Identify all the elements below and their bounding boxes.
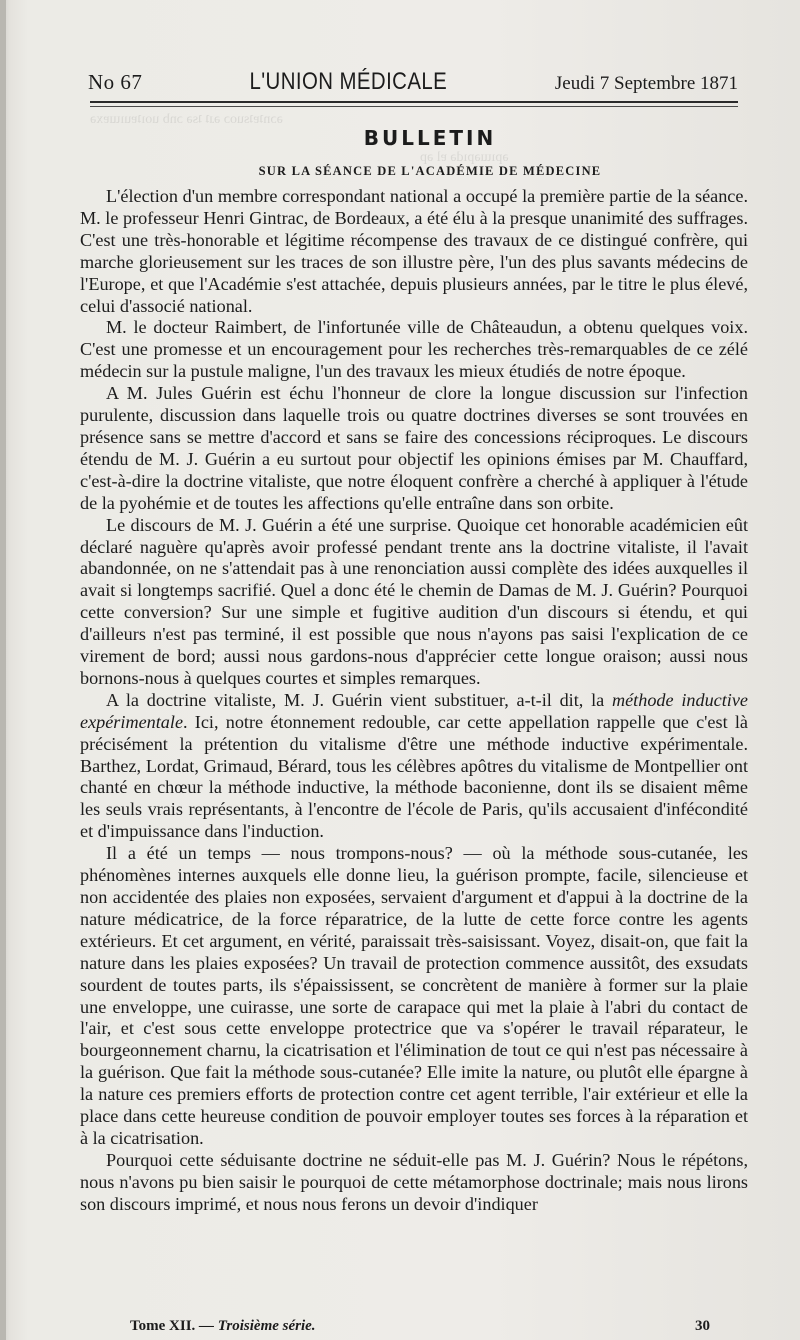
paragraph: Pourquoi cette séduisante doctrine ne séduit-elle pas M. J. Guérin? Nous le répétons, nous n'avons pu bien saisir le pourquoi de cette métamorphose doctrinale; mais nous lirons son discours imprimé, et nous nous ferons un devoir d'indiquer [80,1149,748,1214]
article-body [80,186,748,1216]
paragraph: M. le docteur Raimbert, de l'infortunée ville de Châteaudun, a obtenu quelques voix. C'est une promesse et un encouragement pour les recherches très-remarquables de ce zélé médecin sur la pustule maligne, l'un des travaux les mieux étudiés de notre époque. [80,317,748,382]
page-binding-edge [0,0,6,1340]
volume-series [130,1318,316,1335]
masthead [88,68,738,102]
italic-term: méthode inductive expérimentale [80,689,748,732]
paragraph-text: . Ici, notre étonnement redouble, car cette appellation rappelle que c'est là précisément la prétention du vitalisme d'être une méthode inductive expérimentale. Barthez, Lordat, Grimaud, Bérard, tous les célèbres apôtres du vitalisme de Montpellier ont chanté en chœur la méthode inductive, la méthode baconienne, dont ils se disaient même les seuls vrais représentants, à l'encontre de l'école de Paris, qu'ils accusaient d'infécondité et d'impuissance dans l'induction. [80,711,748,842]
masthead-rule-thin [90,106,738,107]
paragraph: Le discours de M. J. Guérin a été une surprise. Quoique cet honorable académicien eût déclaré naguère qu'après avoir professé pendant trente ans la doctrine vitaliste, il l'avait abandonnée, on ne s'attendait pas à une renonciation aussi complète des idées auxquelles il avait si longtemps sacrifié. Quel a donc été le chemin de Damas de M. J. Guérin? Pourquoi cette conversion? Sur une simple et fugitive audition d'un discours si étendu, et qui d'ailleurs n'est pas terminé, il est possible que nous n'ayons pas saisi l'explication de ce virement de bord; aussi nous gardons-nous d'apprécier cette longue oraison; aussi nous bornons-nous à quelques courtes et simples remarques. [80,514,748,688]
page-footer [130,1318,710,1335]
issue-number: No 67 [88,70,143,94]
page-number: 30 [695,1318,710,1334]
section-subtitle: SUR LA SÉANCE DE L'ACADÉMIE DE MÉDECINE [258,164,602,178]
paragraph: L'élection d'un membre correspondant national a occupé la première partie de la séance. M. le professeur Henri Gintrac, de Bordeaux, a été élu à la presque unanimité des suffrages. C'est une très-honorable et légitime récompense des travaux de ce distingué confrère, qui marche glorieusement sur les traces de son illustre père, l'un des plus savants médecins de l'Europe, et que l'Académie s'est attachée, depuis plusieurs années, par le titre le plus élevé, celui d'associé national. [80,186,748,316]
show-through-text: ǝpıɯǝpıdǝ ɐl ǝp [420,150,509,165]
paragraph-text: A la doctrine vitaliste, M. J. Guérin vient substituer, a-t-il dit, la [106,689,612,710]
paragraph: Il a été un temps — nous trompons-nous? — où la méthode sous-cutanée, les phénomènes internes auxquels elle donne lieu, la guérison prompte, facile, silencieuse et non accidentée des plaies non exposées, servaient d'argument et d'appui à la doctrine de la nature médicatrice, de la force réparatrice, de la lutte de cette force contre les agents extérieurs. Et cet argument, en vérité, paraissait très-saisissant. Voyez, disait-on, que fait la nature dans les plaies exposées? Un travail de protection commence aussitôt, des exsudats sourdent de toutes parts, ils s'épaississent, se concrètent de manière à former sur la plaie une enveloppe, une cuirasse, une sorte de carapace qui met la plaie à l'abri du contact de l'air, et c'est sous cette enveloppe protectrice que va s'opérer le travail réparateur, le bourgeonnement charnu, la cicatrisation et l'élimination de tout ce qui n'est pas nécessaire à la guérison. Que fait la méthode sous-cutanée? Elle imite la nature, ou plutôt elle épargne à la nature ces premiers efforts de protection contre cet agent terrible, l'air extérieur et elle la place dans cette heureuse condition de pouvoir employer toutes ses forces à la réparation et à la cicatrisation. [80,843,748,1148]
journal-title: L'UNION MÉDICALE [249,68,448,95]
series-label: — Troisième série. [199,1318,316,1334]
section-title: BULLETIN [363,126,497,150]
paragraph: A M. Jules Guérin est échu l'honneur de clore la longue discussion sur l'infection purulente, discussion dans laquelle trois ou quatre doctrines diverses se sont trouvées en présence sans se mettre d'accord et sans se faire des concessions réciproques. Le discours étendu de M. J. Guérin a eu surtout pour objectif les opinions émises par M. Chauffard, c'est-à-dire la doctrine vitaliste, que notre éloquent confrère a cherché à appliquer à l'étude de la pyohémie et de toutes les affections qu'elle entraîne dans son orbite. [80,383,748,513]
issue-date: Jeudi 7 Septembre 1871 [554,73,738,94]
show-through-text: ǝɔnʇɐʇsuoɔ ǝɹʇ ʇsǝ ɔnb uoıʇɐuıɯɐxǝ [90,112,283,127]
paragraph [80,690,748,843]
volume-label: Tome XII. [130,1318,196,1334]
masthead-rule [90,101,738,103]
